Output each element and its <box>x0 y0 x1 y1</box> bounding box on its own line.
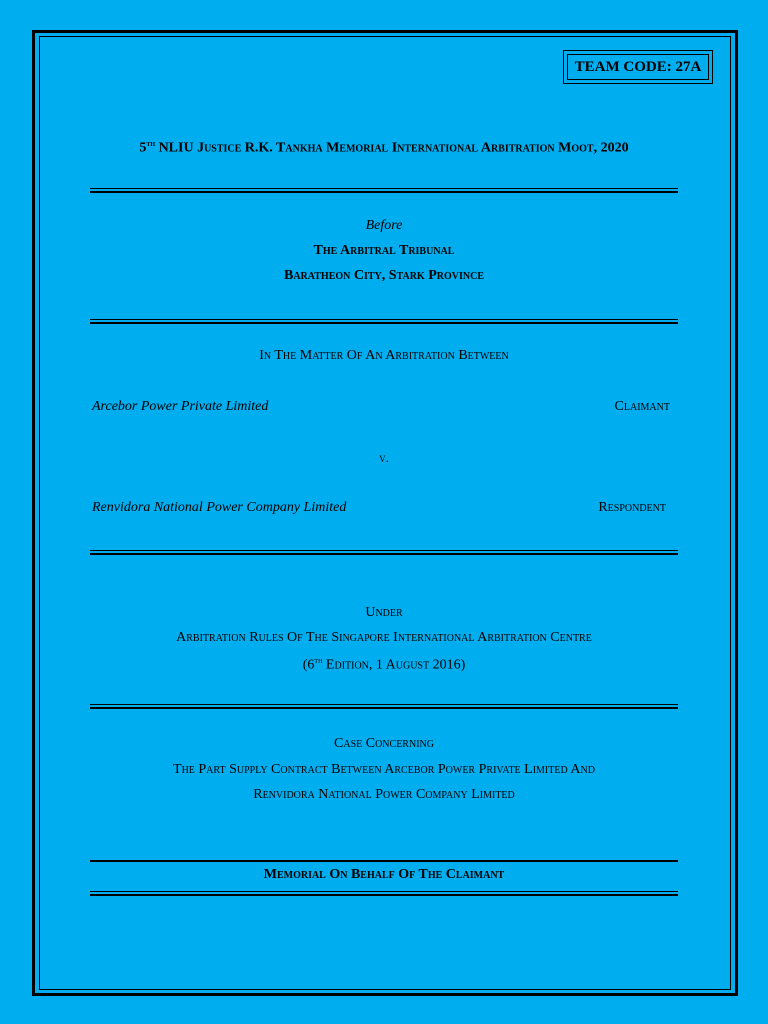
rules-title: Arbitration Rules Of The Singapore International Arbitration Centre <box>176 630 592 645</box>
memorial-title: Memorial On Behalf Of The Claimant <box>263 867 505 882</box>
respondent-role: Respondent <box>598 500 666 515</box>
edition-rest: Edition, 1 August 2016) <box>322 657 466 673</box>
team-code-box <box>563 50 713 84</box>
claimant-name: Arcebor Power Private Limited <box>92 399 269 414</box>
team-code: TEAM CODE: 27A <box>567 54 709 80</box>
under-label: Under <box>365 605 403 620</box>
versus: v. <box>379 450 389 465</box>
edition-open: (6 <box>302 657 315 673</box>
divider-5-top <box>90 860 678 862</box>
tribunal-name: The Arbitral Tribunal <box>313 243 455 258</box>
divider-5-bottom <box>90 891 678 896</box>
moot-ordinal-suffix: th <box>146 138 156 148</box>
respondent-name: Renvidora National Power Company Limited <box>92 500 347 515</box>
divider-4 <box>90 704 678 709</box>
divider-1 <box>90 188 678 193</box>
moot-title-text: NLIU Justice R.K. Tankha Memorial International Arbitration Moot, 2020 <box>155 140 629 156</box>
divider-3 <box>90 550 678 555</box>
before-label: Before <box>365 218 403 233</box>
case-line-2: Renvidora National Power Company Limited <box>253 787 515 802</box>
moot-title <box>90 138 678 157</box>
case-heading: Case Concerning <box>334 736 434 751</box>
case-line-1: The Part Supply Contract Between Arcebor Power Private Limited And <box>173 762 595 777</box>
moot-ordinal: 5 <box>139 140 147 156</box>
matter-heading: In The Matter Of An Arbitration Between <box>259 348 509 363</box>
rules-edition <box>90 655 678 674</box>
claimant-role: Claimant <box>614 399 670 414</box>
divider-2 <box>90 319 678 324</box>
edition-sup: th <box>314 655 323 665</box>
tribunal-location: Baratheon City, Stark Province <box>284 268 484 283</box>
